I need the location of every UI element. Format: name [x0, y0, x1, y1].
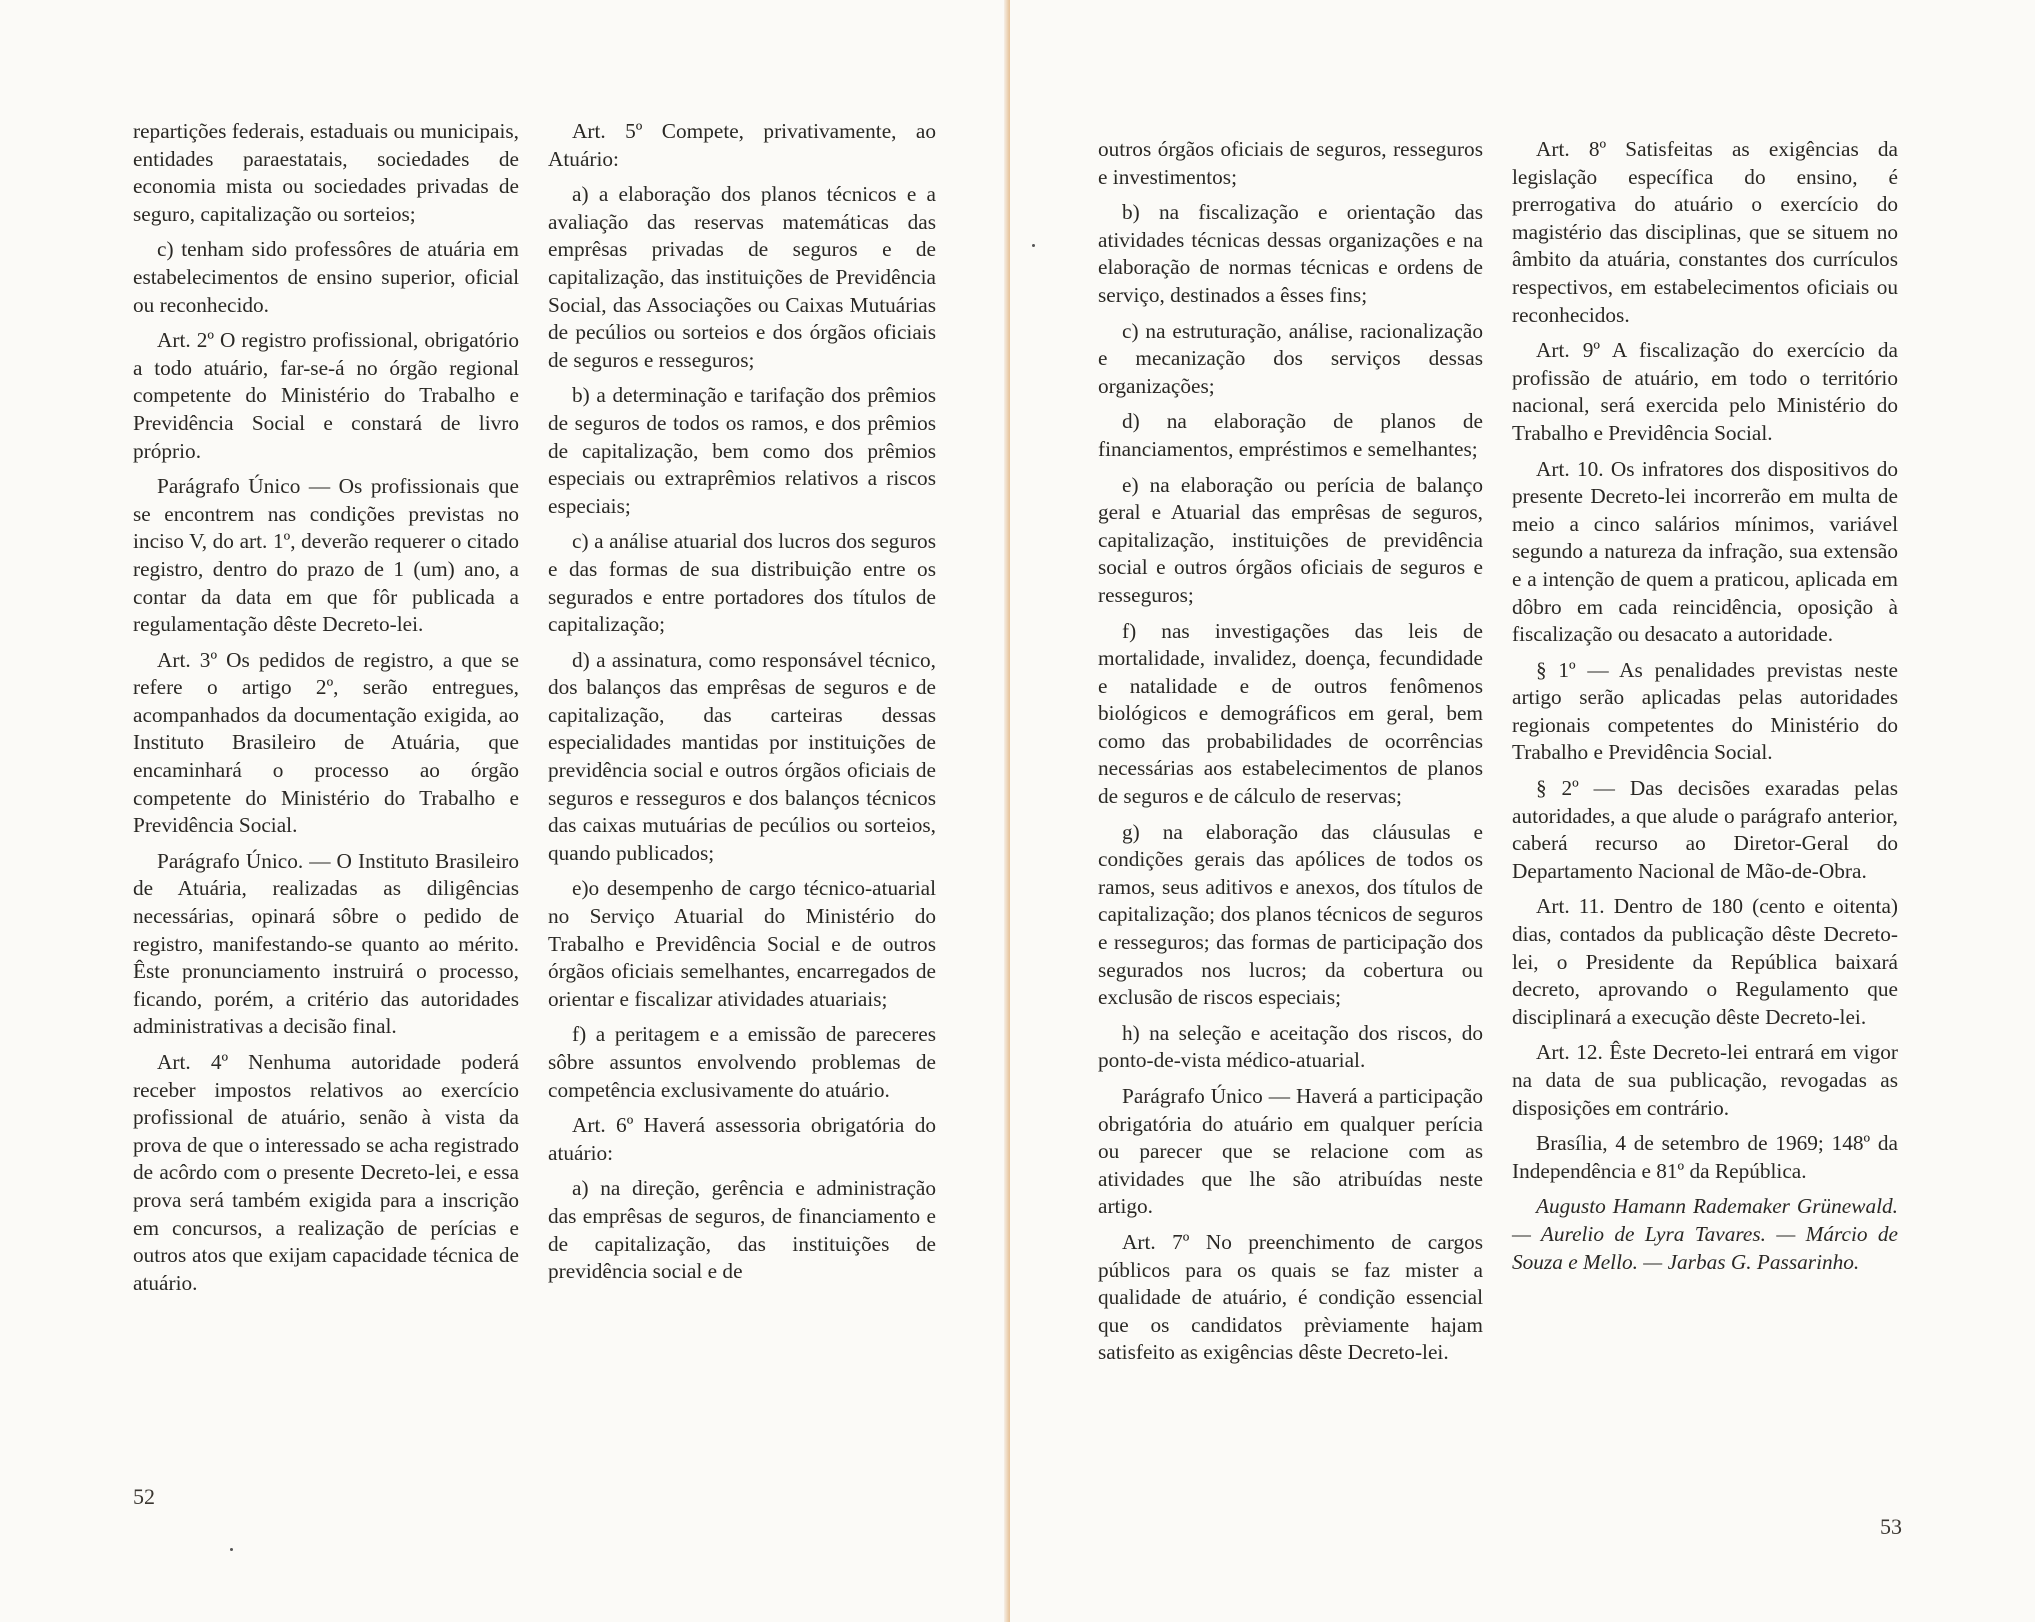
left-page-column-2	[548, 118, 936, 1294]
right-page	[1010, 0, 2035, 1622]
left-page-column-1	[133, 118, 519, 1305]
paragraph: d) na elaboração de planos de financiamentos, empréstimos e semelhantes;	[1098, 409, 1483, 461]
paragraph: f) nas investigações das leis de mortalidade, invalidez, doença, fecundidade e natalidade e de outros fenômenos biológicos e demográficos em geral, bem como das probabilidades de ocorrências necessárias aos estabelecimentos de planos de seguros e de cálculo de reservas;	[1098, 618, 1483, 809]
paragraph: g) na elaboração das cláusulas e condições gerais das apólices de todos os ramos, seus aditivos e anexos, dos títulos de capitalização; dos planos técnicos de seguros e resseguros; das formas de participação dos segurados nos lucros; da cobertura ou exclusão de riscos especiais;	[1098, 819, 1483, 1010]
page-number-left: 52	[133, 1484, 155, 1509]
paragraph: a) a elaboração dos planos técnicos e a avaliação das reservas matemáticas das emprêsas privadas de seguros e de capitalização, das instituições de Previdência Social, das Associações ou Caixas Mutuárias de pecúlios ou sorteios e dos órgãos oficiais de seguros e resseguros;	[548, 182, 936, 372]
right-page-column-2	[1512, 136, 1898, 1284]
paragraph: repartições federais, estaduais ou municipais, entidades paraestatais, sociedades de economia mista ou sociedades privadas de seguro, capitalização ou sorteios;	[133, 119, 519, 226]
paragraph: Brasília, 4 de setembro de 1969; 148º da Independência e 81º da República.	[1512, 1131, 1898, 1183]
paragraph: Art. 12. Êste Decreto-lei entrará em vigor na data de sua publicação, revogadas as disposições em contrário.	[1512, 1040, 1898, 1120]
paragraph: h) na seleção e aceitação dos riscos, do ponto-de-vista médico-atuarial.	[1098, 1020, 1483, 1073]
paragraph: d) a assinatura, como responsável técnico, dos balanços das emprêsas de seguros e de capitalização, das carteiras dessas especialidades mantidas por instituições de previdência social e outros órgãos oficiais de seguros e resseguros e dos balanços técnicos das caixas mutuárias de pecúlios ou sorteios, quando publicados;	[548, 647, 936, 865]
ink-speck	[230, 1548, 233, 1551]
paragraph: Art. 2º O registro profissional, obrigatório a todo atuário, far-se-á no órgão regional competente do Ministério do Trabalho e Previdência Social e constará de livro próprio.	[133, 328, 519, 463]
ink-speck	[1032, 244, 1035, 247]
signatures: Augusto Hamann Rademaker Grünewald. — Aurelio de Lyra Tavares. — Márcio de Souza e Mello. — Jarbas G. Passarinho.	[1512, 1194, 1898, 1274]
paragraph: c) tenham sido professôres de atuária em estabelecimentos de ensino superior, oficial ou reconhecido.	[133, 237, 519, 317]
paragraph: a) na direção, gerência e administração das emprêsas de seguros, de financiamento e de capitalização, das instituições de previdência social e de	[548, 1176, 936, 1284]
left-page	[0, 0, 1010, 1622]
paragraph: e)o desempenho de cargo técnico-atuarial no Serviço Atuarial do Ministério do Trabalho e Previdência Social e de outros órgãos oficiais semelhantes, encarregados de orientar e fiscalizar atividades atuariais;	[548, 876, 936, 1011]
paragraph: Art. 4º Nenhuma autoridade poderá receber impostos relativos ao exercício profissional de atuário, senão à vista da prova de que o interessado se acha registrado de acôrdo com o presente Decreto-lei, e essa prova será também exigida para a inscrição em concursos, a realização de perícias e outros atos que exijam capacidade técnica de atuário.	[133, 1050, 519, 1295]
page-number-right: 53	[1880, 1514, 1902, 1539]
paragraph: outros órgãos oficiais de seguros, resseguros e investimentos;	[1098, 137, 1483, 189]
paragraph: b) a determinação e tarifação dos prêmios de seguros de todos os ramos, e dos prêmios de capitalização, bem como dos prêmios especiais ou extraprêmios relativos a riscos especiais;	[548, 383, 936, 518]
paragraph: Art. 7º No preenchimento de cargos públicos para os quais se faz mister a qualidade de atuário, é condição essencial que os candidatos prèviamente hajam satisfeito as exigências dêste Decreto-lei.	[1098, 1229, 1483, 1365]
right-page-column-1	[1098, 136, 1483, 1375]
paragraph: e) na elaboração ou perícia de balanço geral e Atuarial das emprêsas de seguros, capitalização, instituições de previdência social e outros órgãos oficiais de seguros e resseguros;	[1098, 472, 1483, 607]
paragraph: Art. 8º Satisfeitas as exigências da legislação específica do ensino, é prerrogativa do atuário o exercício do magistério das disciplinas, que se situem no âmbito da atuária, constantes dos currículos respectivos, em estabelecimentos oficiais ou reconhecidos.	[1512, 137, 1898, 327]
paragraph: f) a peritagem e a emissão de pareceres sôbre assuntos envolvendo problemas de competência exclusivamente do atuário.	[548, 1022, 936, 1102]
paragraph: Art. 6º Haverá assessoria obrigatória do atuário:	[548, 1113, 936, 1165]
paragraph: Parágrafo Único — Haverá a participação obrigatória do atuário em qualquer perícia ou parecer que se relacione com as atividades que lhe são atribuídas neste artigo.	[1098, 1084, 1483, 1219]
paragraph: § 1º — As penalidades previstas neste artigo serão aplicadas pelas autoridades regionais competentes do Ministério do Trabalho e Previdência Social.	[1512, 657, 1898, 765]
paragraph: Art. 3º Os pedidos de registro, a que se refere o artigo 2º, serão entregues, acompanhados da documentação exigida, ao Instituto Brasileiro de Atuária, que encaminhará o processo ao órgão competente do Ministério do Trabalho e Previdência Social.	[133, 647, 519, 838]
paragraph: Art. 9º A fiscalização do exercício da profissão de atuário, em todo o território nacional, será exercida pelo Ministério do Trabalho e Previdência Social.	[1512, 338, 1898, 445]
paragraph: § 2º — Das decisões exaradas pelas autoridades, a que alude o parágrafo anterior, caberá recurso ao Diretor-Geral do Departamento Nacional de Mão-de-Obra.	[1512, 776, 1898, 883]
paragraph: Art. 5º Compete, privativamente, ao Atuário:	[548, 119, 936, 171]
paragraph: Art. 10. Os infratores dos dispositivos do presente Decreto-lei incorrerão em multa de meio a cinco salários mínimos, variável segundo a natureza da infração, sua extensão e a intenção de quem a praticou, aplicada em dôbro em cada reincidência, oposição à fiscalização ou desacato a autoridade.	[1512, 456, 1898, 647]
paragraph: b) na fiscalização e orientação das atividades técnicas dessas organizações e na elaboração de normas técnicas e ordens de serviço, destinados a êsses fins;	[1098, 200, 1483, 307]
paragraph: Parágrafo Único. — O Instituto Brasileiro de Atuária, realizadas as diligências necessárias, opinará sôbre o pedido de registro, manifestando-se quanto ao mérito. Êste pronunciamento instruirá o processo, ficando, porém, a critério das autoridades administrativas a decisão final.	[133, 848, 519, 1039]
paragraph: Parágrafo Único — Os profissionais que se encontrem nas condições previstas no inciso V, do art. 1º, deverão requerer o citado registro, dentro do prazo de 1 (um) ano, a contar da data em que fôr publicada a regulamentação dêste Decreto-lei.	[133, 474, 519, 637]
paragraph: Art. 11. Dentro de 180 (cento e oitenta) dias, contados da publicação dêste Decreto-lei, o Presidente da República baixará decreto, aprovando o Regulamento que disciplinará a execução dêste Decreto-lei.	[1512, 894, 1898, 1029]
paragraph: c) a análise atuarial dos lucros dos seguros e das formas de sua distribuição entre os segurados e entre portadores dos títulos de capitalização;	[548, 529, 936, 637]
paragraph: c) na estruturação, análise, racionalização e mecanização dos serviços dessas organizações;	[1098, 318, 1483, 398]
